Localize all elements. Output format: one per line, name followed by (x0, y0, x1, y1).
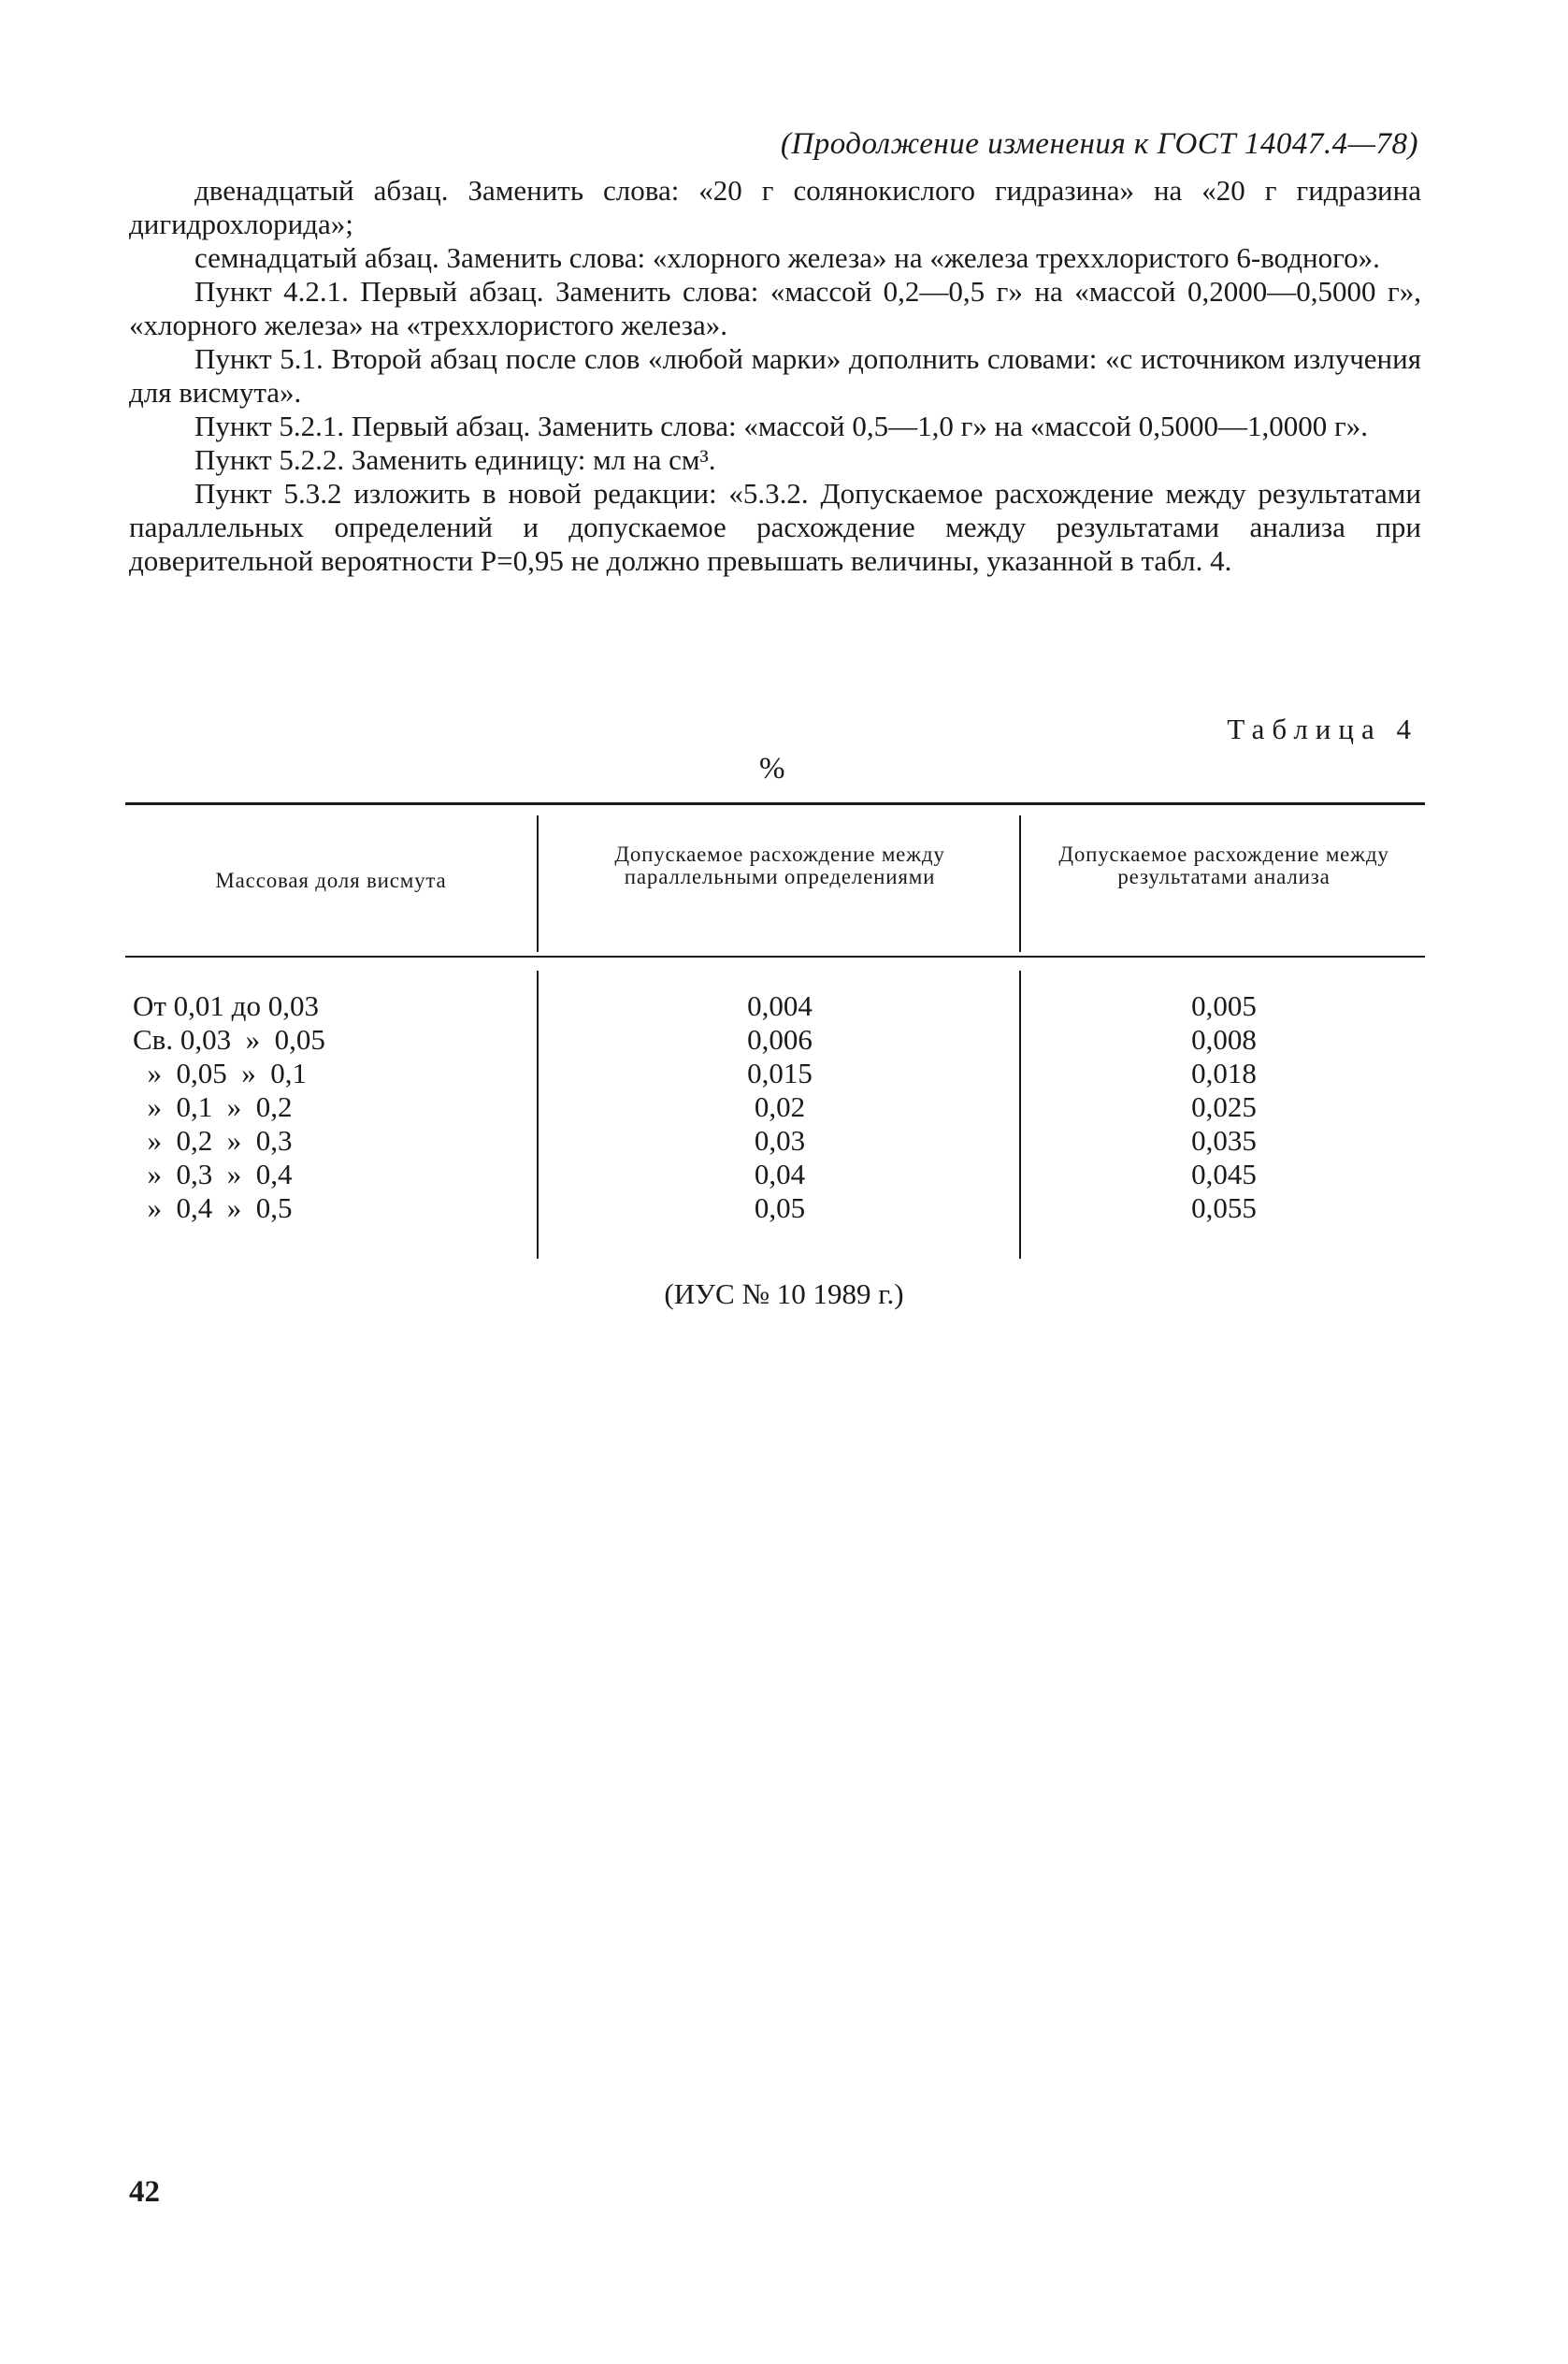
cell-range: Св. 0,03 » 0,05 (133, 1023, 325, 1056)
table-row (125, 1124, 1425, 1158)
cell-range: » 0,2 » 0,3 (133, 1124, 293, 1157)
cell-analysis: 0,008 (1191, 1023, 1257, 1056)
table-row (125, 1191, 1425, 1225)
header-divider-1 (537, 815, 539, 952)
table-header-rule (125, 956, 1425, 958)
cell-parallel: 0,02 (754, 1090, 806, 1123)
cell-range: » 0,4 » 0,5 (133, 1191, 293, 1224)
cell-analysis: 0,018 (1191, 1057, 1257, 1089)
cell-analysis: 0,055 (1191, 1191, 1257, 1224)
paragraph-1: двенадцатый абзац. Заменить слова: «20 г солянокислого гидразина» на «20 г гидразина дигидрохлорида»; (129, 174, 1421, 240)
cell-parallel: 0,03 (754, 1124, 806, 1157)
table-row (125, 1057, 1425, 1090)
cell-analysis: 0,035 (1191, 1124, 1257, 1157)
table-unit: % (759, 752, 785, 786)
cell-analysis: 0,005 (1191, 989, 1257, 1022)
table-body (125, 989, 1425, 1225)
data-table (125, 802, 1425, 1261)
paragraph-4: Пункт 5.1. Второй абзац после слов «любой марки» дополнить словами: «с источником излучения для висмута». (129, 342, 1421, 409)
table-row (125, 989, 1425, 1023)
paragraph-2: семнадцатый абзац. Заменить слова: «хлорного железа» на «железа треххлористого 6-водного». (194, 241, 1380, 274)
cell-range: » 0,3 » 0,4 (133, 1158, 293, 1190)
cell-analysis: 0,025 (1191, 1090, 1257, 1123)
paragraph-7: Пункт 5.3.2 изложить в новой редакции: «5.3.2. Допускаемое расхождение между результатами параллельных определений и допускаемое расхождение между результатами анализа при доверительной вероятности P=0,95 не должно превышать величины, указанной в табл. 4. (129, 477, 1421, 577)
cell-parallel: 0,006 (747, 1023, 813, 1056)
column-header-analysis: Допускаемое расхождение между результатами анализа (1058, 843, 1389, 888)
page-number: 42 (129, 2175, 160, 2209)
cell-range: От 0,01 до 0,03 (133, 989, 319, 1022)
cell-parallel: 0,015 (747, 1057, 813, 1089)
column-header-mass-fraction: Массовая доля висмута (215, 869, 447, 892)
table-row (125, 1023, 1425, 1057)
cell-analysis: 0,045 (1191, 1158, 1257, 1190)
cell-parallel: 0,05 (754, 1191, 806, 1224)
body-text (129, 174, 1421, 578)
table-top-rule (125, 802, 1425, 805)
cell-parallel: 0,004 (747, 989, 813, 1022)
column-header-parallel: Допускаемое расхождение между параллельными определениями (614, 843, 945, 888)
cell-range: » 0,05 » 0,1 (133, 1057, 307, 1089)
header-divider-2 (1019, 815, 1021, 952)
source-reference: (ИУС № 10 1989 г.) (664, 1277, 904, 1310)
document-header: (Продолжение изменения к ГОСТ 14047.4—78) (780, 127, 1418, 161)
table-row (125, 1158, 1425, 1191)
table-row (125, 1090, 1425, 1124)
paragraph-3: Пункт 4.2.1. Первый абзац. Заменить слова: «массой 0,2—0,5 г» на «массой 0,2000—0,5000 г», «хлорного железа» на «треххлористого железа». (129, 275, 1421, 341)
cell-parallel: 0,04 (754, 1158, 806, 1190)
paragraph-5: Пункт 5.2.1. Первый абзац. Заменить слова: «массой 0,5—1,0 г» на «массой 0,5000—1,0000 г». (194, 410, 1368, 442)
table-caption: Таблица 4 (1227, 713, 1418, 745)
cell-range: » 0,1 » 0,2 (133, 1090, 293, 1123)
paragraph-6: Пункт 5.2.2. Заменить единицу: мл на см³. (194, 443, 716, 476)
